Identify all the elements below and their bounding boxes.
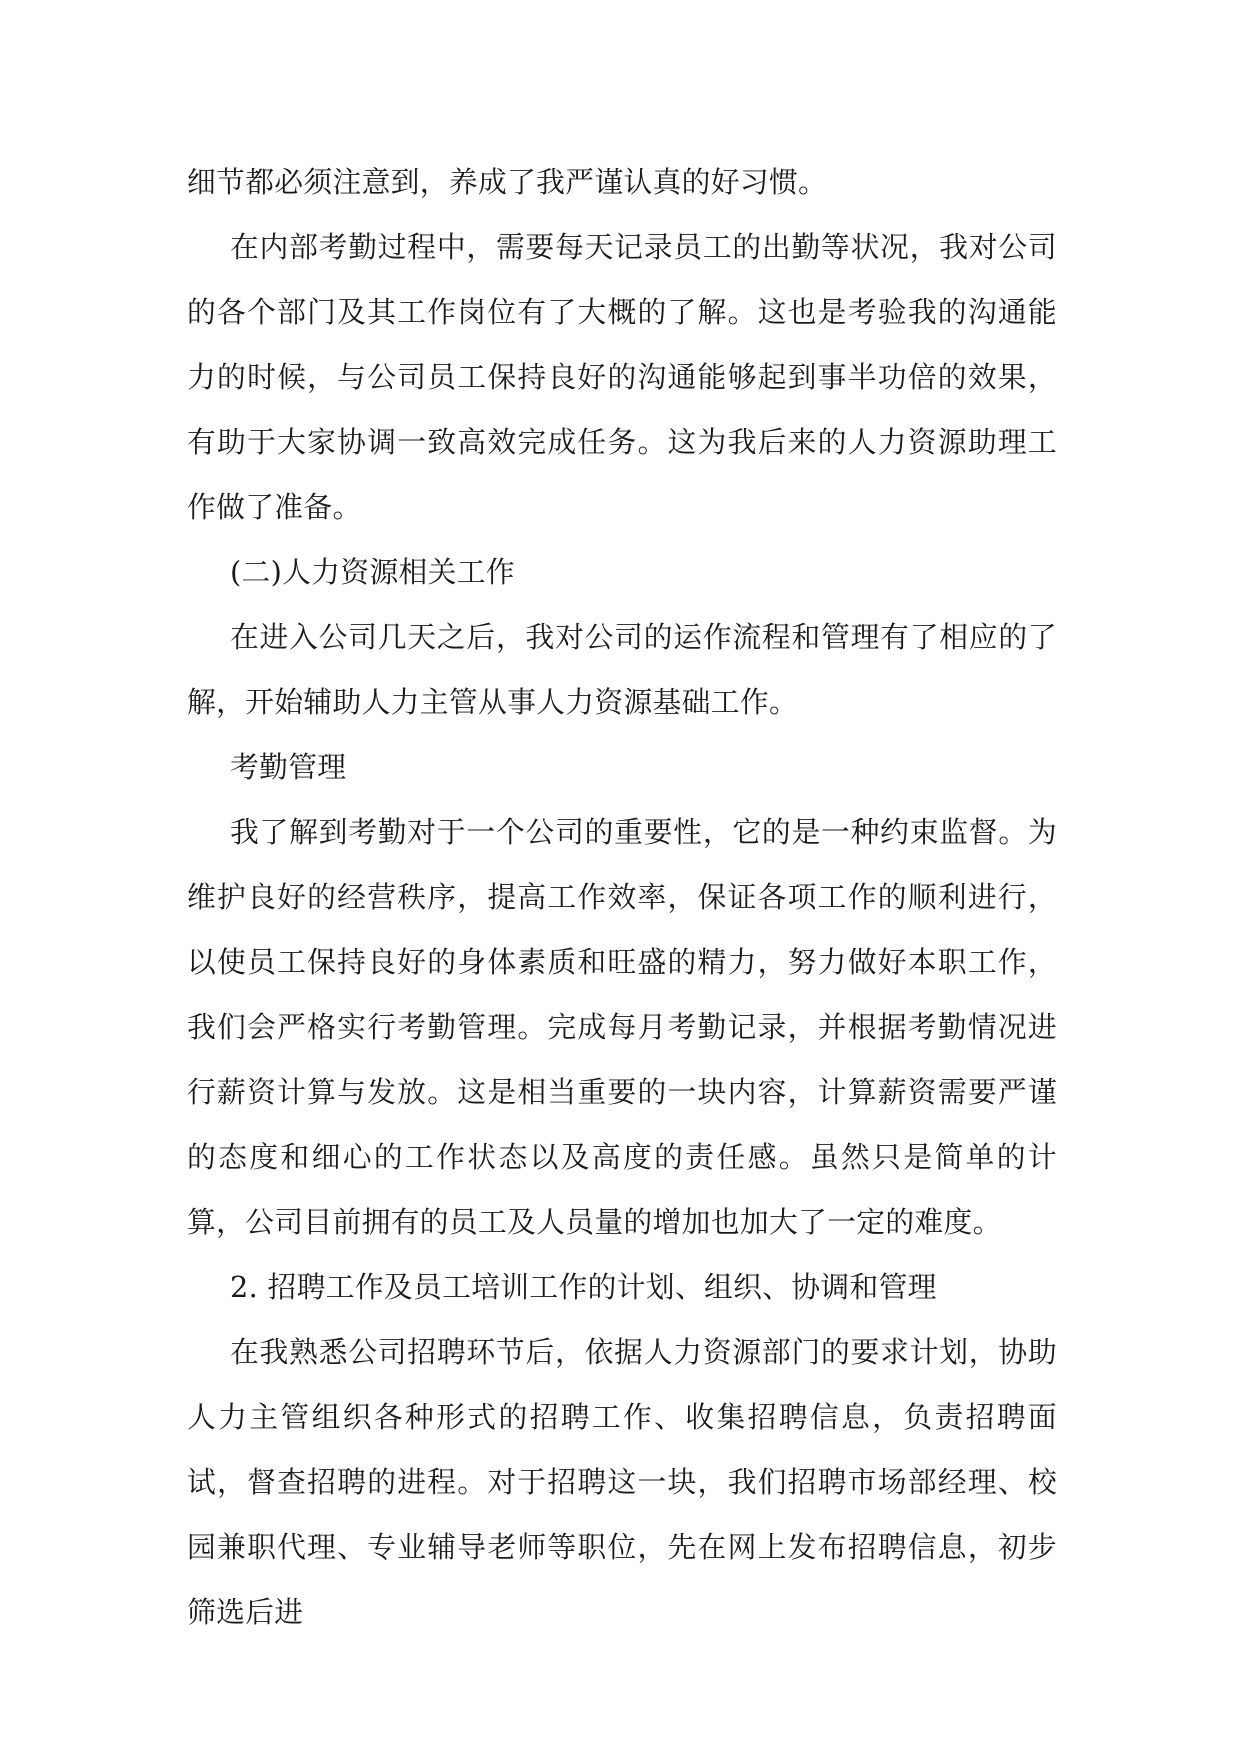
paragraph-entering-company: 在进入公司几天之后，我对公司的运作流程和管理有了相应的了解，开始辅助人力主管从事人力资源基础工作。 [187, 620, 1057, 719]
paragraph-continuation: 细节都必须注意到，养成了我严谨认真的好习惯。 [187, 165, 828, 199]
section-heading-hr-work: (二)人力资源相关工作 [230, 555, 515, 589]
subheading-recruitment-training: 2. 招聘工作及员工培训工作的计划、组织、协调和管理 [230, 1270, 937, 1304]
paragraph-attendance-importance: 我了解到考勤对于一个公司的重要性，它的是一种约束监督。为维护良好的经营秩序，提高工作效率，保证各项工作的顺利进行，以使员工保持良好的身体素质和旺盛的精力，努力做好本职工作，我们会严格实行考勤管理。完成每月考勤记录，并根据考勤情况进行薪资计算与发放。这是相当重要的一块内容，计算薪资需要严谨的态度和细心的工作状态以及高度的责任感。虽然只是简单的计算，公司目前拥有的员工及人员量的增加也加大了一定的难度。 [187, 815, 1057, 1239]
paragraph-internal-attendance: 在内部考勤过程中，需要每天记录员工的出勤等状况，我对公司的各个部门及其工作岗位有了大概的了解。这也是考验我的沟通能力的时候，与公司员工保持良好的沟通能够起到事半功倍的效果，有助于大家协调一致高效完成任务。这为我后来的人力资源助理工作做了准备。 [187, 230, 1057, 524]
paragraph-recruitment: 在我熟悉公司招聘环节后，依据人力资源部门的要求计划，协助人力主管组织各种形式的招聘工作、收集招聘信息，负责招聘面试，督查招聘的进程。对于招聘这一块，我们招聘市场部经理、校园兼职代理、专业辅导老师等职位，先在网上发布招聘信息，初步筛选后进 [187, 1335, 1057, 1629]
subheading-attendance-management: 考勤管理 [230, 750, 347, 784]
document-body [187, 150, 1057, 1645]
